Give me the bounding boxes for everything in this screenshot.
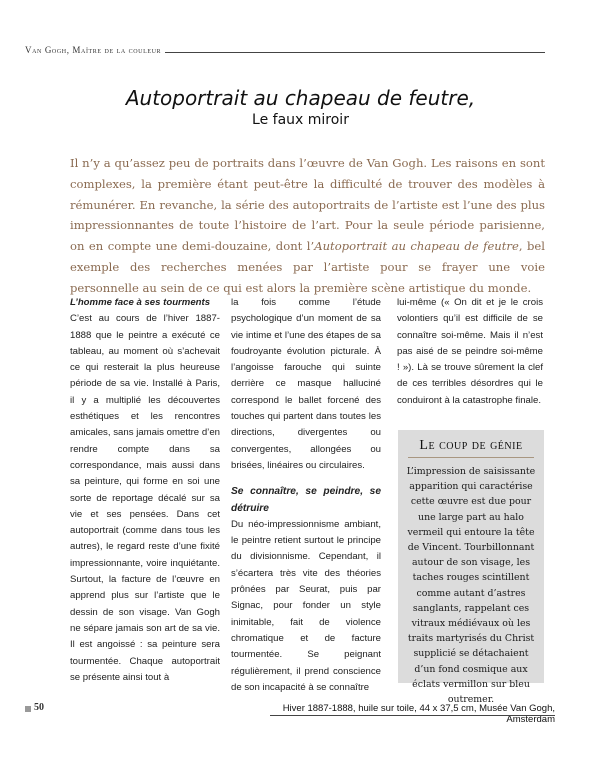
column-3 <box>397 295 543 409</box>
column-2 <box>231 295 381 696</box>
section-heading-1: L’homme face à ses tourments <box>70 297 211 308</box>
intro-text-part1: Il n’y a qu’assez peu de portraits dans l’œuvre de Van Gogh. Les raisons en sont complexes, la première étant peut-être la difficulté de trouver des modèles à rémunérer. En revanche, la série des autoportraits de l’artiste est l’une des plus impressionnantes de toute l’histoire de l’art. Pour la seule période parisienne, on en compte une demi-douzaine, dont l’ <box>70 156 545 254</box>
running-head: Van Gogh, Maître de la couleur <box>25 45 165 55</box>
column-text-4: lui-même (« On dit et je le crois volontiers qu’il est difficile de se connaître soi-même. Mais il n’est pas aisé de se peindre soi-même ! »). Là se trouve sûrement la clef de ces terribles désordres qui le conduiront à la catastrophe finale. <box>397 297 543 406</box>
section-heading-2: Se connaître, se peindre, se détruire <box>231 486 381 514</box>
column-text-2: la fois comme l’étude psychologique d’un moment de sa vie intime et l’une des étapes de sa foudroyante évolution picturale. À l’angoisse farouche qui suinte derrière ce masque halluciné correspond le ballet forcené des touches qui partent dans toutes les directions, divergentes ou convergentes, allongées ou brisées, linéaires ou circulaires. <box>231 297 381 471</box>
header <box>25 45 545 59</box>
sidebar-box <box>398 430 544 706</box>
page-number: 50 <box>34 702 44 713</box>
sidebar-box-text: L’impression de saisissante apparition qui caractérise cette œuvre est due pour une large part au halo vermeil qui entoure la tête de Vincent. Tourbillonnant autour de son visage, les taches rouges scintillent comme autant d’astres sanglants, rappelant ces vitraux médiévaux où les traits martyrisés du Christ supplicié se détachaient d’un fond cosmique aux éclats vermillon sur bleu outremer. <box>406 466 536 706</box>
page-title: Autoportrait au chapeau de feutre, <box>125 86 476 110</box>
column-text-1: C’est au cours de l’hiver 1887-1888 que le peintre a exécuté ce tableau, au moment où s’achevait ce qui resterait la plus heureuse période de sa vie. Installé à Paris, il y a multiplié les découvertes esthétiques et les rencontres amicales, sans jamais omettre d’en rendre compte dans sa correspondance, mais aussi dans sa peinture, qui forme en soi une sorte de reportage décalé sur sa vie et ses pensées. Dans cet autoportrait (comme dans tous les autres), le regard reste d’une fixité impressionnante, voire inquiétante. Surtout, la facture de l’œuvre en apprend plus sur l’artiste que le dessin de son visage. Van Gogh ne sépare jamais son art de sa vie. Il est angoissé : sa peinture sera tourmentée. Chaque autoportrait se présente ainsi tout à <box>70 313 220 683</box>
sidebar-box-rule <box>408 457 534 458</box>
intro-text-part2: , bel exemple des recherches menées par l’artiste pour se frayer une voie personnelle au sein de ce qui est alors la première scène artistique du monde. <box>70 239 545 295</box>
page-marker-icon <box>25 706 31 712</box>
page-subtitle: Le faux miroir <box>252 112 349 128</box>
column-1 <box>70 295 220 686</box>
intro-artwork-title: Autoportrait au chapeau de feutre <box>314 239 519 254</box>
column-text-3: Du néo-impressionnisme ambiant, le peintre retient surtout le principe du divisionnisme. Cependant, il s’écartera très vite des théories prônées par Seurat, puis par Signac, pour fonder un style inimitable, fait de violence chromatique et de facture tourmentée. Se peignant régulièrement, il prend conscience de son incapacité à se connaître <box>231 518 381 693</box>
sidebar-box-title: Le coup de génie <box>419 438 523 453</box>
intro-paragraph <box>70 153 545 299</box>
image-caption: Hiver 1887-1888, huile sur toile, 44 x 37,5 cm, Musée Van Gogh, Amsterdam <box>282 703 555 725</box>
footer <box>25 702 555 725</box>
caption-rule <box>270 715 555 716</box>
